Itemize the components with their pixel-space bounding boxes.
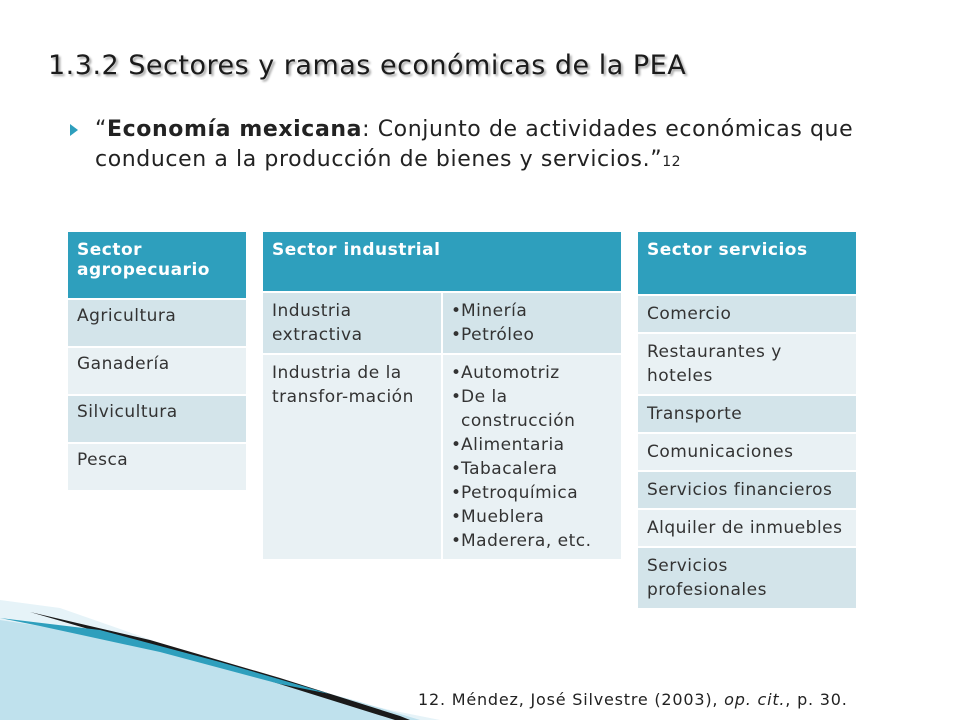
services-row: Restaurantes y hoteles	[638, 333, 856, 395]
industrial-item: • Maderera, etc.	[451, 529, 615, 553]
footnote-suffix: , p. 30.	[785, 690, 848, 709]
quote-term: Economía mexicana	[107, 117, 363, 142]
industrial-items	[442, 292, 621, 354]
footnote-italic: op. cit.	[724, 690, 786, 709]
industrial-item: • Tabacalera	[451, 457, 615, 481]
industrial-branch: Industria de la transfor-mación	[263, 354, 442, 560]
services-row: Servicios profesionales	[638, 547, 856, 609]
services-sector-table	[638, 232, 856, 610]
quote-definition: : Conjunto de actividades económicas que conducen a la producción de bienes y servicios.	[95, 117, 854, 172]
industrial-item: • De la construcción	[451, 385, 615, 433]
agro-row: Ganadería	[68, 347, 246, 395]
agro-header: Sector agropecuario	[68, 232, 246, 299]
industrial-items	[442, 354, 621, 560]
quote-close: ”	[650, 147, 663, 172]
industrial-item: • Alimentaria	[451, 433, 615, 457]
footnote-prefix: 12. Méndez, José Silvestre (2003),	[418, 690, 725, 709]
bullet-arrow-icon	[70, 124, 78, 136]
quote-open: “	[95, 117, 107, 142]
decorative-swoosh	[0, 560, 440, 720]
industrial-header: Sector industrial	[263, 232, 621, 292]
industrial-item: • Minería	[451, 299, 615, 323]
definition-quote	[95, 115, 885, 177]
industrial-item: • Petroquímica	[451, 481, 615, 505]
industrial-item: • Mueblera	[451, 505, 615, 529]
industrial-item: • Automotriz	[451, 361, 615, 385]
agro-row: Silvicultura	[68, 395, 246, 443]
industrial-branch: Industria extractiva	[263, 292, 442, 354]
services-header: Sector servicios	[638, 232, 856, 295]
agro-row: Pesca	[68, 443, 246, 491]
footnote	[418, 690, 848, 709]
agro-sector-table	[68, 232, 246, 492]
agro-row: Agricultura	[68, 299, 246, 347]
quote-ref: 12	[662, 154, 682, 170]
services-row: Servicios financieros	[638, 471, 856, 509]
industrial-sector-table	[263, 232, 621, 561]
services-row: Alquiler de inmuebles	[638, 509, 856, 547]
services-row: Comercio	[638, 295, 856, 333]
slide-title: 1.3.2 Sectores y ramas económicas de la PEA	[48, 50, 687, 81]
industrial-item: • Petróleo	[451, 323, 615, 347]
services-row: Comunicaciones	[638, 433, 856, 471]
services-row: Transporte	[638, 395, 856, 433]
